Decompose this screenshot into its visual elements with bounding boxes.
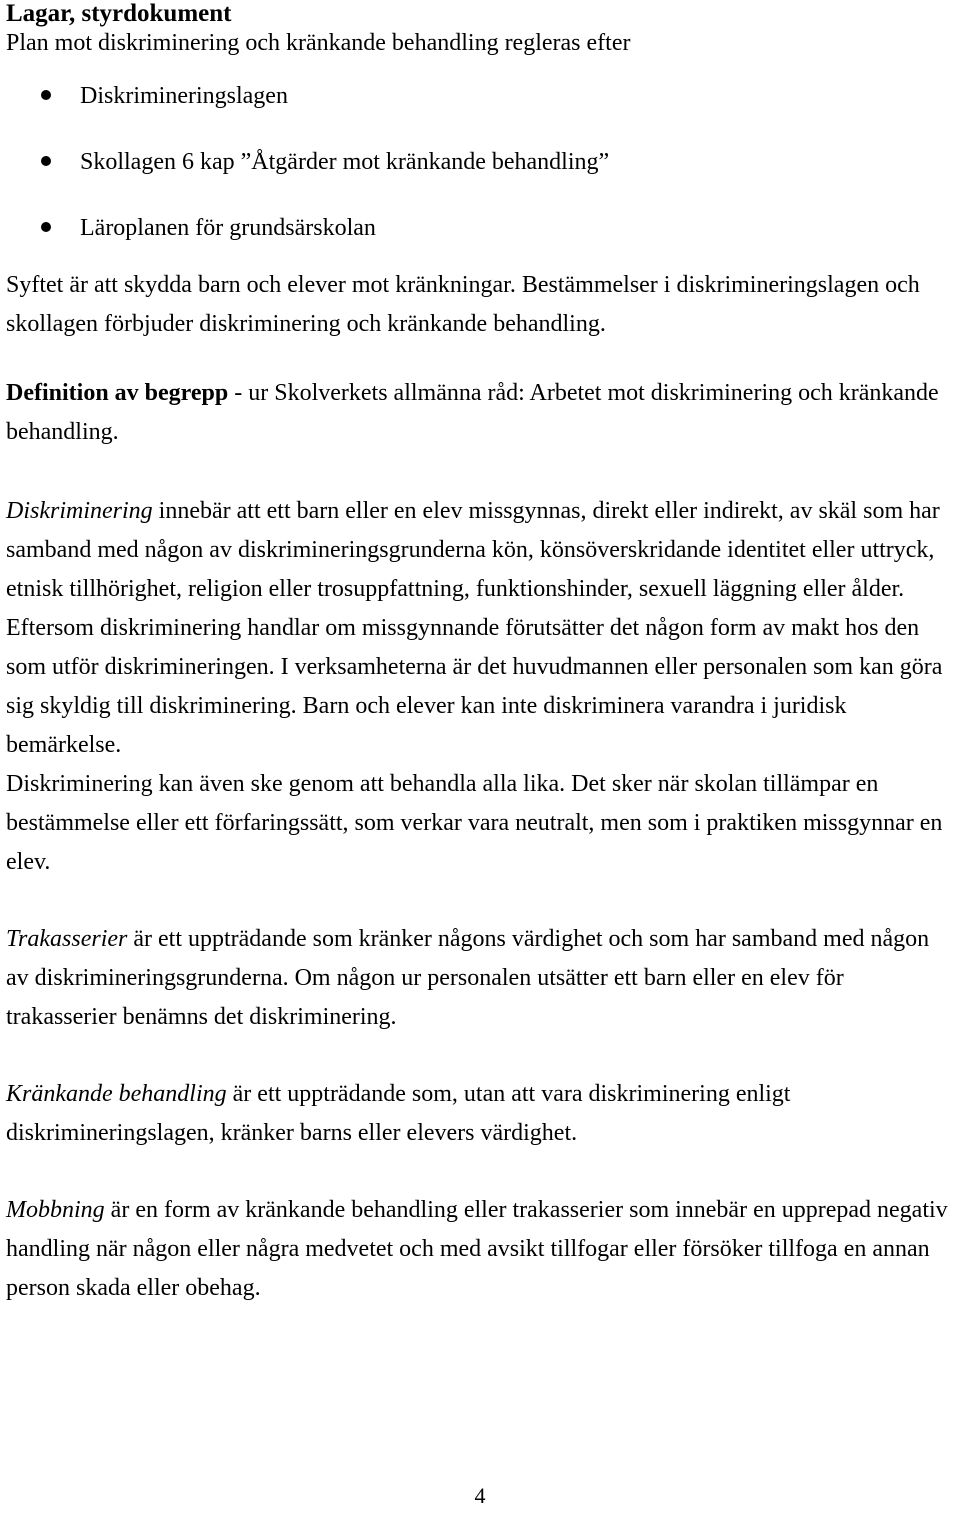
harassment-text: är ett uppträdande som kränker någons värdighet och som har samband med någon av diskrimineringsgrunderna. Om någon ur personalen utsätter ett barn eller en elev för trakasserier benämns det diskriminering. xyxy=(6,926,930,1030)
definition-title: Definition av begrepp xyxy=(6,380,229,406)
page-number: 4 xyxy=(474,1483,486,1508)
bullet-icon xyxy=(41,90,51,100)
bullying-paragraph xyxy=(6,1191,956,1308)
discrimination-term: Diskriminering xyxy=(6,498,153,524)
purpose-paragraph: Syftet är att skydda barn och elever mot kränkningar. Bestämmelser i diskrimineringslagen och skollagen förbjuder diskriminering och kränkande behandling. xyxy=(6,272,920,337)
list-item xyxy=(6,208,956,274)
offensive-treatment-term: Kränkande behandling xyxy=(6,1081,227,1107)
harassment-paragraph xyxy=(6,920,956,1037)
bullet-icon xyxy=(41,222,51,232)
bullying-text: är en form av kränkande behandling eller trakasserier som innebär en upprepad negativ handling när någon eller några medvetet och med avsikt tillfogar eller försöker tillfoga en annan person skada eller obehag. xyxy=(6,1197,948,1301)
bullet-icon xyxy=(41,156,51,166)
discrimination-paragraph xyxy=(6,492,956,765)
section-heading: Lagar, styrdokument xyxy=(6,0,232,27)
list-item xyxy=(6,142,956,208)
harassment-term: Trakasserier xyxy=(6,926,128,952)
offensive-treatment-paragraph xyxy=(6,1075,956,1153)
list-item xyxy=(6,76,956,142)
document-page xyxy=(6,0,956,1308)
offensive-treatment-text: är ett uppträdande som, utan att vara diskriminering enligt diskrimineringslagen, kränker barns eller elevers värdighet. xyxy=(6,1081,791,1146)
intro-text: Plan mot diskriminering och kränkande behandling regleras efter xyxy=(6,30,631,56)
law-list xyxy=(6,76,956,274)
definition-text: - ur Skolverkets allmänna råd: Arbetet mot diskriminering och kränkande behandling. xyxy=(6,380,939,445)
definition-paragraph xyxy=(6,374,956,452)
discrimination-paragraph-2: Diskriminering kan även ske genom att behandla alla lika. Det sker när skolan tillämpar en bestämmelse eller ett förfaringssätt, som verkar vara neutralt, men som i praktiken missgynnar en elev. xyxy=(6,771,943,875)
list-item-text: Diskrimineringslagen xyxy=(80,83,288,109)
list-item-text: Läroplanen för grundsärskolan xyxy=(80,215,376,241)
list-item-text: Skollagen 6 kap ”Åtgärder mot kränkande behandling” xyxy=(80,149,610,175)
bullying-term: Mobbning xyxy=(6,1197,105,1223)
discrimination-text: innebär att ett barn eller en elev missgynnas, direkt eller indirekt, av skäl som har samband med någon av diskrimineringsgrunderna kön, könsöverskridande identitet eller uttryck, etnisk tillhörighet, religion eller trosuppfattning, funktionshinder, sexuell läggning eller ålder. Eftersom diskriminering handlar om missgynnande förutsätter det någon form av makt hos den som utför diskrimineringen. I verksamheterna är det huvudmannen eller personalen som kan göra sig skyldig till diskriminering. Barn och elever kan inte diskriminera varandra i juridisk bemärkelse. xyxy=(6,498,943,758)
